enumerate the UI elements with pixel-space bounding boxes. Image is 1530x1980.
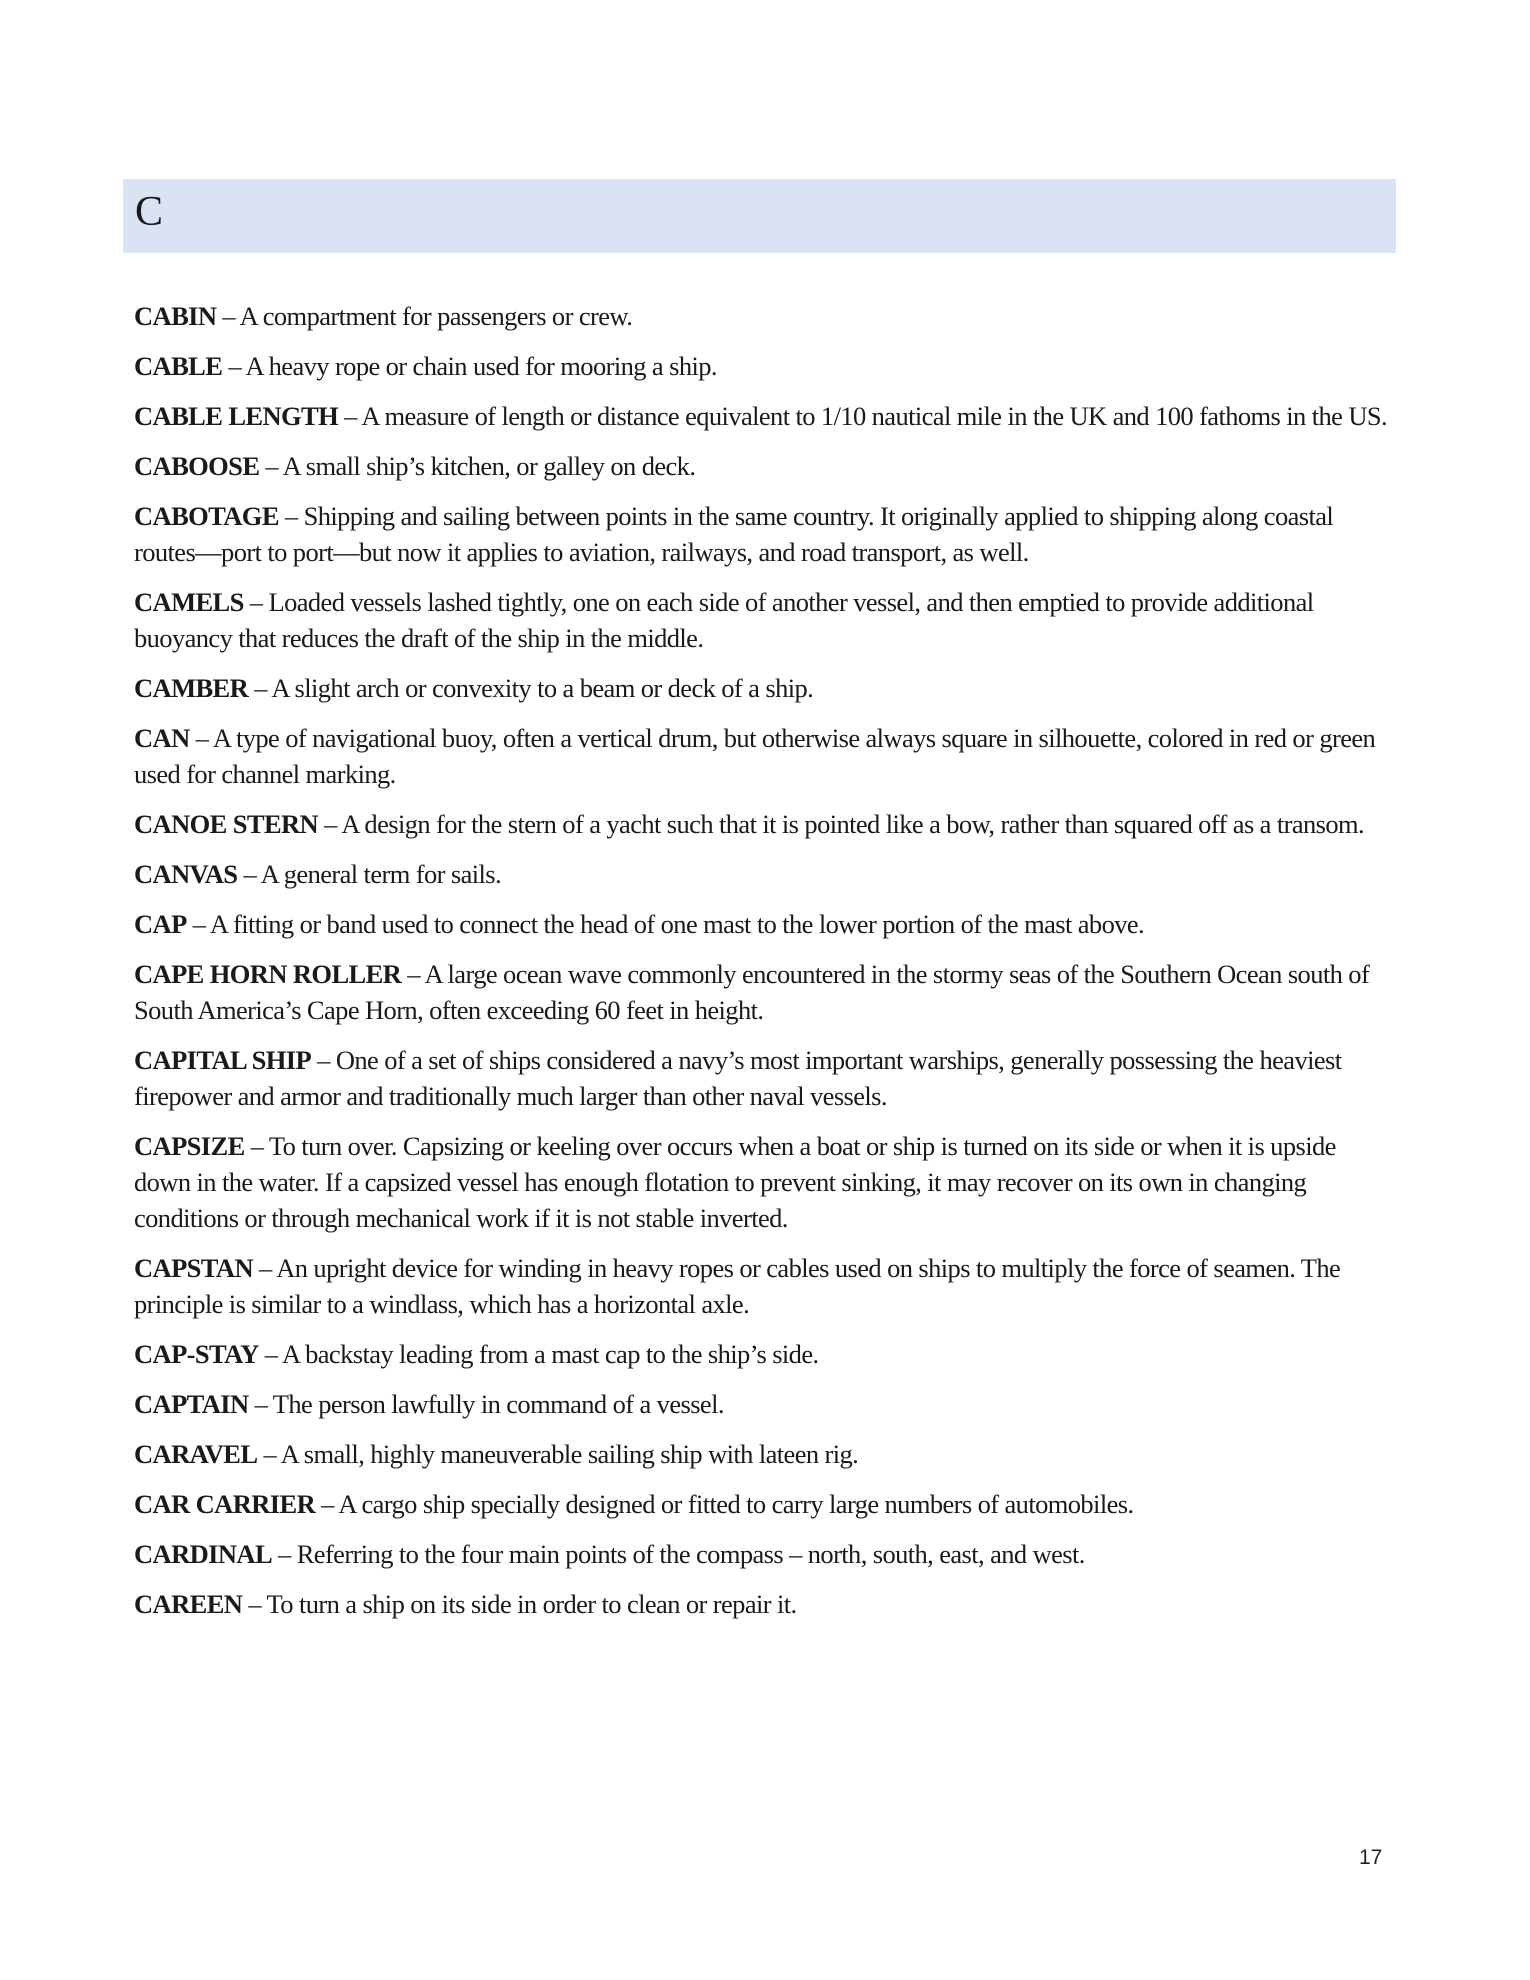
glossary-entry: [134, 856, 1396, 892]
entry-term: CAP-STAY: [134, 1339, 259, 1369]
glossary-entry: [134, 348, 1396, 384]
entry-definition: – Loaded vessels lashed tightly, one on each side of another vessel, and then emptied to provide additional buoyancy that reduces the draft of the ship in the middle.: [134, 587, 1314, 653]
entry-definition: – A cargo ship specially designed or fitted to carry large numbers of automobiles.: [315, 1489, 1134, 1519]
entry-definition: – A fitting or band used to connect the head of one mast to the lower portion of the mast above.: [186, 909, 1145, 939]
entry-definition: – The person lawfully in command of a vessel.: [248, 1389, 724, 1419]
entry-term: CAPSIZE: [134, 1131, 245, 1161]
entry-term: CABIN: [134, 301, 217, 331]
glossary-entry: [134, 1128, 1396, 1236]
entry-definition: – An upright device for winding in heavy ropes or cables used on ships to multiply the force of seamen. The principle is similar to a windlass, which has a horizontal axle.: [134, 1253, 1341, 1319]
entry-term: CAMBER: [134, 673, 249, 703]
entry-term: CABOOSE: [134, 451, 260, 481]
entry-term: CABOTAGE: [134, 501, 279, 531]
glossary-entry: [134, 956, 1396, 1028]
glossary-entry: [134, 1586, 1396, 1622]
glossary-entry: [134, 298, 1396, 334]
entry-term: CAP: [134, 909, 187, 939]
entry-definition: – A small, highly maneuverable sailing ship with lateen rig.: [257, 1439, 859, 1469]
glossary-entry: [134, 1386, 1396, 1422]
glossary-entry: [134, 398, 1396, 434]
entry-term: CAMELS: [134, 587, 244, 617]
page-number: 17: [1359, 1846, 1383, 1869]
glossary-entry: [134, 448, 1396, 484]
entry-definition: – A type of navigational buoy, often a vertical drum, but otherwise always square in silhouette, colored in red or green used for channel marking.: [134, 723, 1376, 789]
section-header: [123, 179, 1396, 253]
entry-term: CAPSTAN: [134, 1253, 253, 1283]
glossary-entry: [134, 1042, 1396, 1114]
entry-term: CAR CARRIER: [134, 1489, 316, 1519]
glossary-entry: [134, 1436, 1396, 1472]
glossary-entry: [134, 1486, 1396, 1522]
entry-term: CAPTAIN: [134, 1389, 249, 1419]
entry-term: CARDINAL: [134, 1539, 273, 1569]
glossary-entry: [134, 720, 1396, 792]
glossary-entries: [134, 298, 1396, 1636]
entry-term: CABLE: [134, 351, 223, 381]
glossary-entry: [134, 906, 1396, 942]
entry-term: CAPE HORN ROLLER: [134, 959, 402, 989]
glossary-entry: [134, 1250, 1396, 1322]
entry-definition: – To turn a ship on its side in order to clean or repair it.: [242, 1589, 797, 1619]
entry-term: CANVAS: [134, 859, 238, 889]
entry-term: CAREEN: [134, 1589, 243, 1619]
entry-definition: – A backstay leading from a mast cap to the ship’s side.: [258, 1339, 819, 1369]
entry-definition: – To turn over. Capsizing or keeling over occurs when a boat or ship is turned on its side or when it is upside down in the water. If a capsized vessel has enough flotation to prevent sinking, it may recover on its own in changing conditions or through mechanical work if it is not stable inverted.: [134, 1131, 1336, 1233]
glossary-entry: [134, 806, 1396, 842]
entry-definition: – A design for the stern of a yacht such that it is pointed like a bow, rather than squared off as a transom.: [318, 809, 1365, 839]
glossary-entry: [134, 584, 1396, 656]
entry-definition: – Referring to the four main points of the compass – north, south, east, and west.: [272, 1539, 1085, 1569]
glossary-entry: [134, 1336, 1396, 1372]
entry-term: CARAVEL: [134, 1439, 258, 1469]
entry-term: CAN: [134, 723, 190, 753]
entry-definition: – A small ship’s kitchen, or galley on deck.: [259, 451, 696, 481]
glossary-entry: [134, 670, 1396, 706]
entry-definition: – A measure of length or distance equivalent to 1/10 nautical mile in the UK and 100 fathoms in the US.: [338, 401, 1388, 431]
entry-term: CABLE LENGTH: [134, 401, 339, 431]
entry-definition: – A compartment for passengers or crew.: [216, 301, 633, 331]
entry-definition: – Shipping and sailing between points in the same country. It originally applied to shipping along coastal routes—port to port—but now it applies to aviation, railways, and road transport, as well.: [134, 501, 1334, 567]
section-letter: C: [135, 189, 164, 235]
entry-definition: – A heavy rope or chain used for mooring a ship.: [222, 351, 717, 381]
entry-definition: – A general term for sails.: [237, 859, 502, 889]
glossary-entry: [134, 498, 1396, 570]
entry-term: CAPITAL SHIP: [134, 1045, 312, 1075]
entry-term: CANOE STERN: [134, 809, 319, 839]
entry-definition: – A slight arch or convexity to a beam or deck of a ship.: [248, 673, 814, 703]
entry-definition: – One of a set of ships considered a navy’s most important warships, generally possessing the heaviest firepower and armor and traditionally much larger than other naval vessels.: [134, 1045, 1342, 1111]
entry-definition: – A large ocean wave commonly encountered in the stormy seas of the Southern Ocean south of South America’s Cape Horn, often exceeding 60 feet in height.: [134, 959, 1370, 1025]
glossary-entry: [134, 1536, 1396, 1572]
